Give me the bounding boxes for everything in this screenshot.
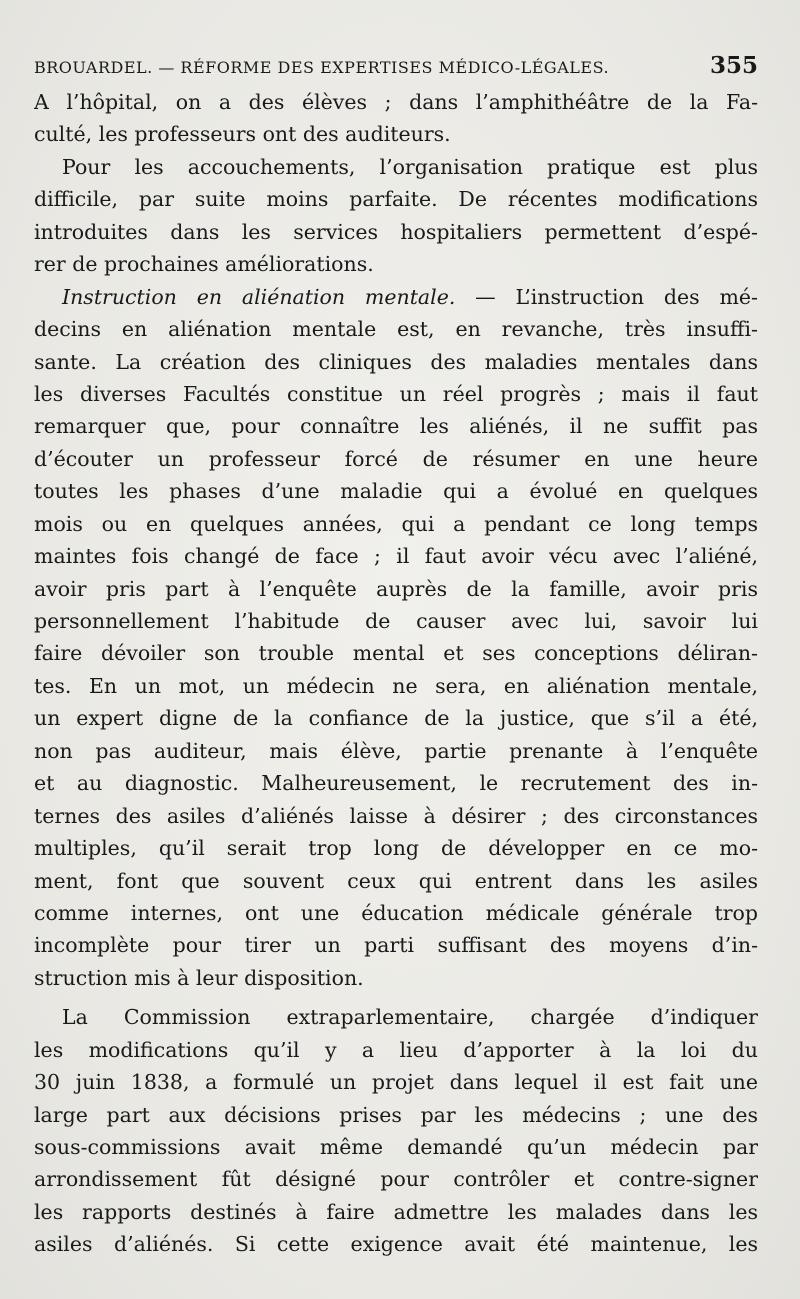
text-line: culté, les professeurs ont des auditeurs. xyxy=(34,122,451,147)
text-line: asiles d’aliénés. Si cette exigence avait été maintenue, les xyxy=(34,1232,758,1257)
text-line: les rapports destinés à faire admettre les malades dans les xyxy=(34,1199,758,1224)
body-text xyxy=(34,86,758,1261)
page-number: 355 xyxy=(709,52,758,79)
text-line: introduites dans les services hospitaliers permettent d’espé- xyxy=(34,219,758,244)
text-line: non pas auditeur, mais élève, partie prenante à l’enquête xyxy=(34,738,758,763)
section-heading: Instruction en aliénation mentale. xyxy=(62,284,456,309)
text-line: 30 juin 1838, a formulé un projet dans lequel il est fait une xyxy=(34,1070,758,1095)
text-line: sante. La création des cliniques des maladies mentales dans xyxy=(34,349,758,374)
text-line: remarquer que, pour connaître les aliénés, il ne suffit pas xyxy=(34,414,758,439)
text-line: et au diagnostic. Malheureusement, le recrutement des in- xyxy=(34,771,758,796)
paragraph xyxy=(34,281,758,995)
text-line: les diverses Facultés constitue un réel progrès ; mais il faut xyxy=(34,381,758,406)
text-line: rer de prochaines améliorations. xyxy=(34,252,374,277)
text-line: multiples, qu’il serait trop long de développer en ce mo- xyxy=(34,836,758,861)
text-fragment: — L’instruction des mé- xyxy=(455,284,758,309)
text-line: Pour les accouchements, l’organisation pratique est plus xyxy=(62,154,758,179)
text-line xyxy=(34,281,758,313)
text-line: d’écouter un professeur forcé de résumer en une heure xyxy=(34,446,758,471)
text-line: sous-commissions avait même demandé qu’un médecin par xyxy=(34,1135,758,1159)
text-line: difficile, par suite moins parfaite. De récentes modifications xyxy=(34,187,758,212)
text-line: maintes fois changé de face ; il faut avoir vécu avec l’aliéné, xyxy=(34,544,758,569)
paragraph xyxy=(34,151,758,281)
text-line: incomplète pour tirer un parti suffisant des moyens d’in- xyxy=(34,933,758,958)
text-line: ternes des asiles d’aliénés laisse à désirer ; des circonstances xyxy=(34,803,758,828)
text-line: decins en aliénation mentale est, en revanche, très insuffi- xyxy=(34,317,758,342)
text-line: un expert digne de la confiance de la justice, que s’il a été, xyxy=(34,706,758,731)
running-header xyxy=(34,52,758,82)
paragraph xyxy=(34,1001,758,1261)
text-line: toutes les phases d’une maladie qui a évolué en quelques xyxy=(34,479,758,504)
running-title: BROUARDEL. — RÉFORME DES EXPERTISES MÉDICO-LÉGALES. xyxy=(34,58,610,77)
text-line: mois ou en quelques années, qui a pendant ce long temps xyxy=(34,511,758,536)
text-line: comme internes, ont une éducation médicale générale trop xyxy=(34,900,758,925)
text-line: A l’hôpital, on a des élèves ; dans l’amphithéâtre de la Fa- xyxy=(34,90,758,114)
text-line: les modifications qu’il y a lieu d’apporter à la loi du xyxy=(34,1037,758,1062)
text-line: large part aux décisions prises par les médecins ; une des xyxy=(34,1102,758,1127)
text-line: tes. En un mot, un médecin ne sera, en aliénation mentale, xyxy=(34,673,758,698)
text-line: faire dévoiler son trouble mental et ses conceptions déliran- xyxy=(34,641,758,666)
text-line: La Commission extraparlementaire, chargée d’indiquer xyxy=(62,1005,758,1030)
paragraph xyxy=(34,86,758,151)
text-line: ment, font que souvent ceux qui entrent dans les asiles xyxy=(34,868,758,893)
text-line: arrondissement fût désigné pour contrôler et contre-signer xyxy=(34,1167,758,1192)
text-line: personnellement l’habitude de causer avec lui, savoir lui xyxy=(34,609,758,633)
paragraph-gap xyxy=(34,994,758,1001)
text-line: avoir pris part à l’enquête auprès de la famille, avoir pris xyxy=(34,576,758,601)
text-line: struction mis à leur disposition. xyxy=(34,965,364,990)
